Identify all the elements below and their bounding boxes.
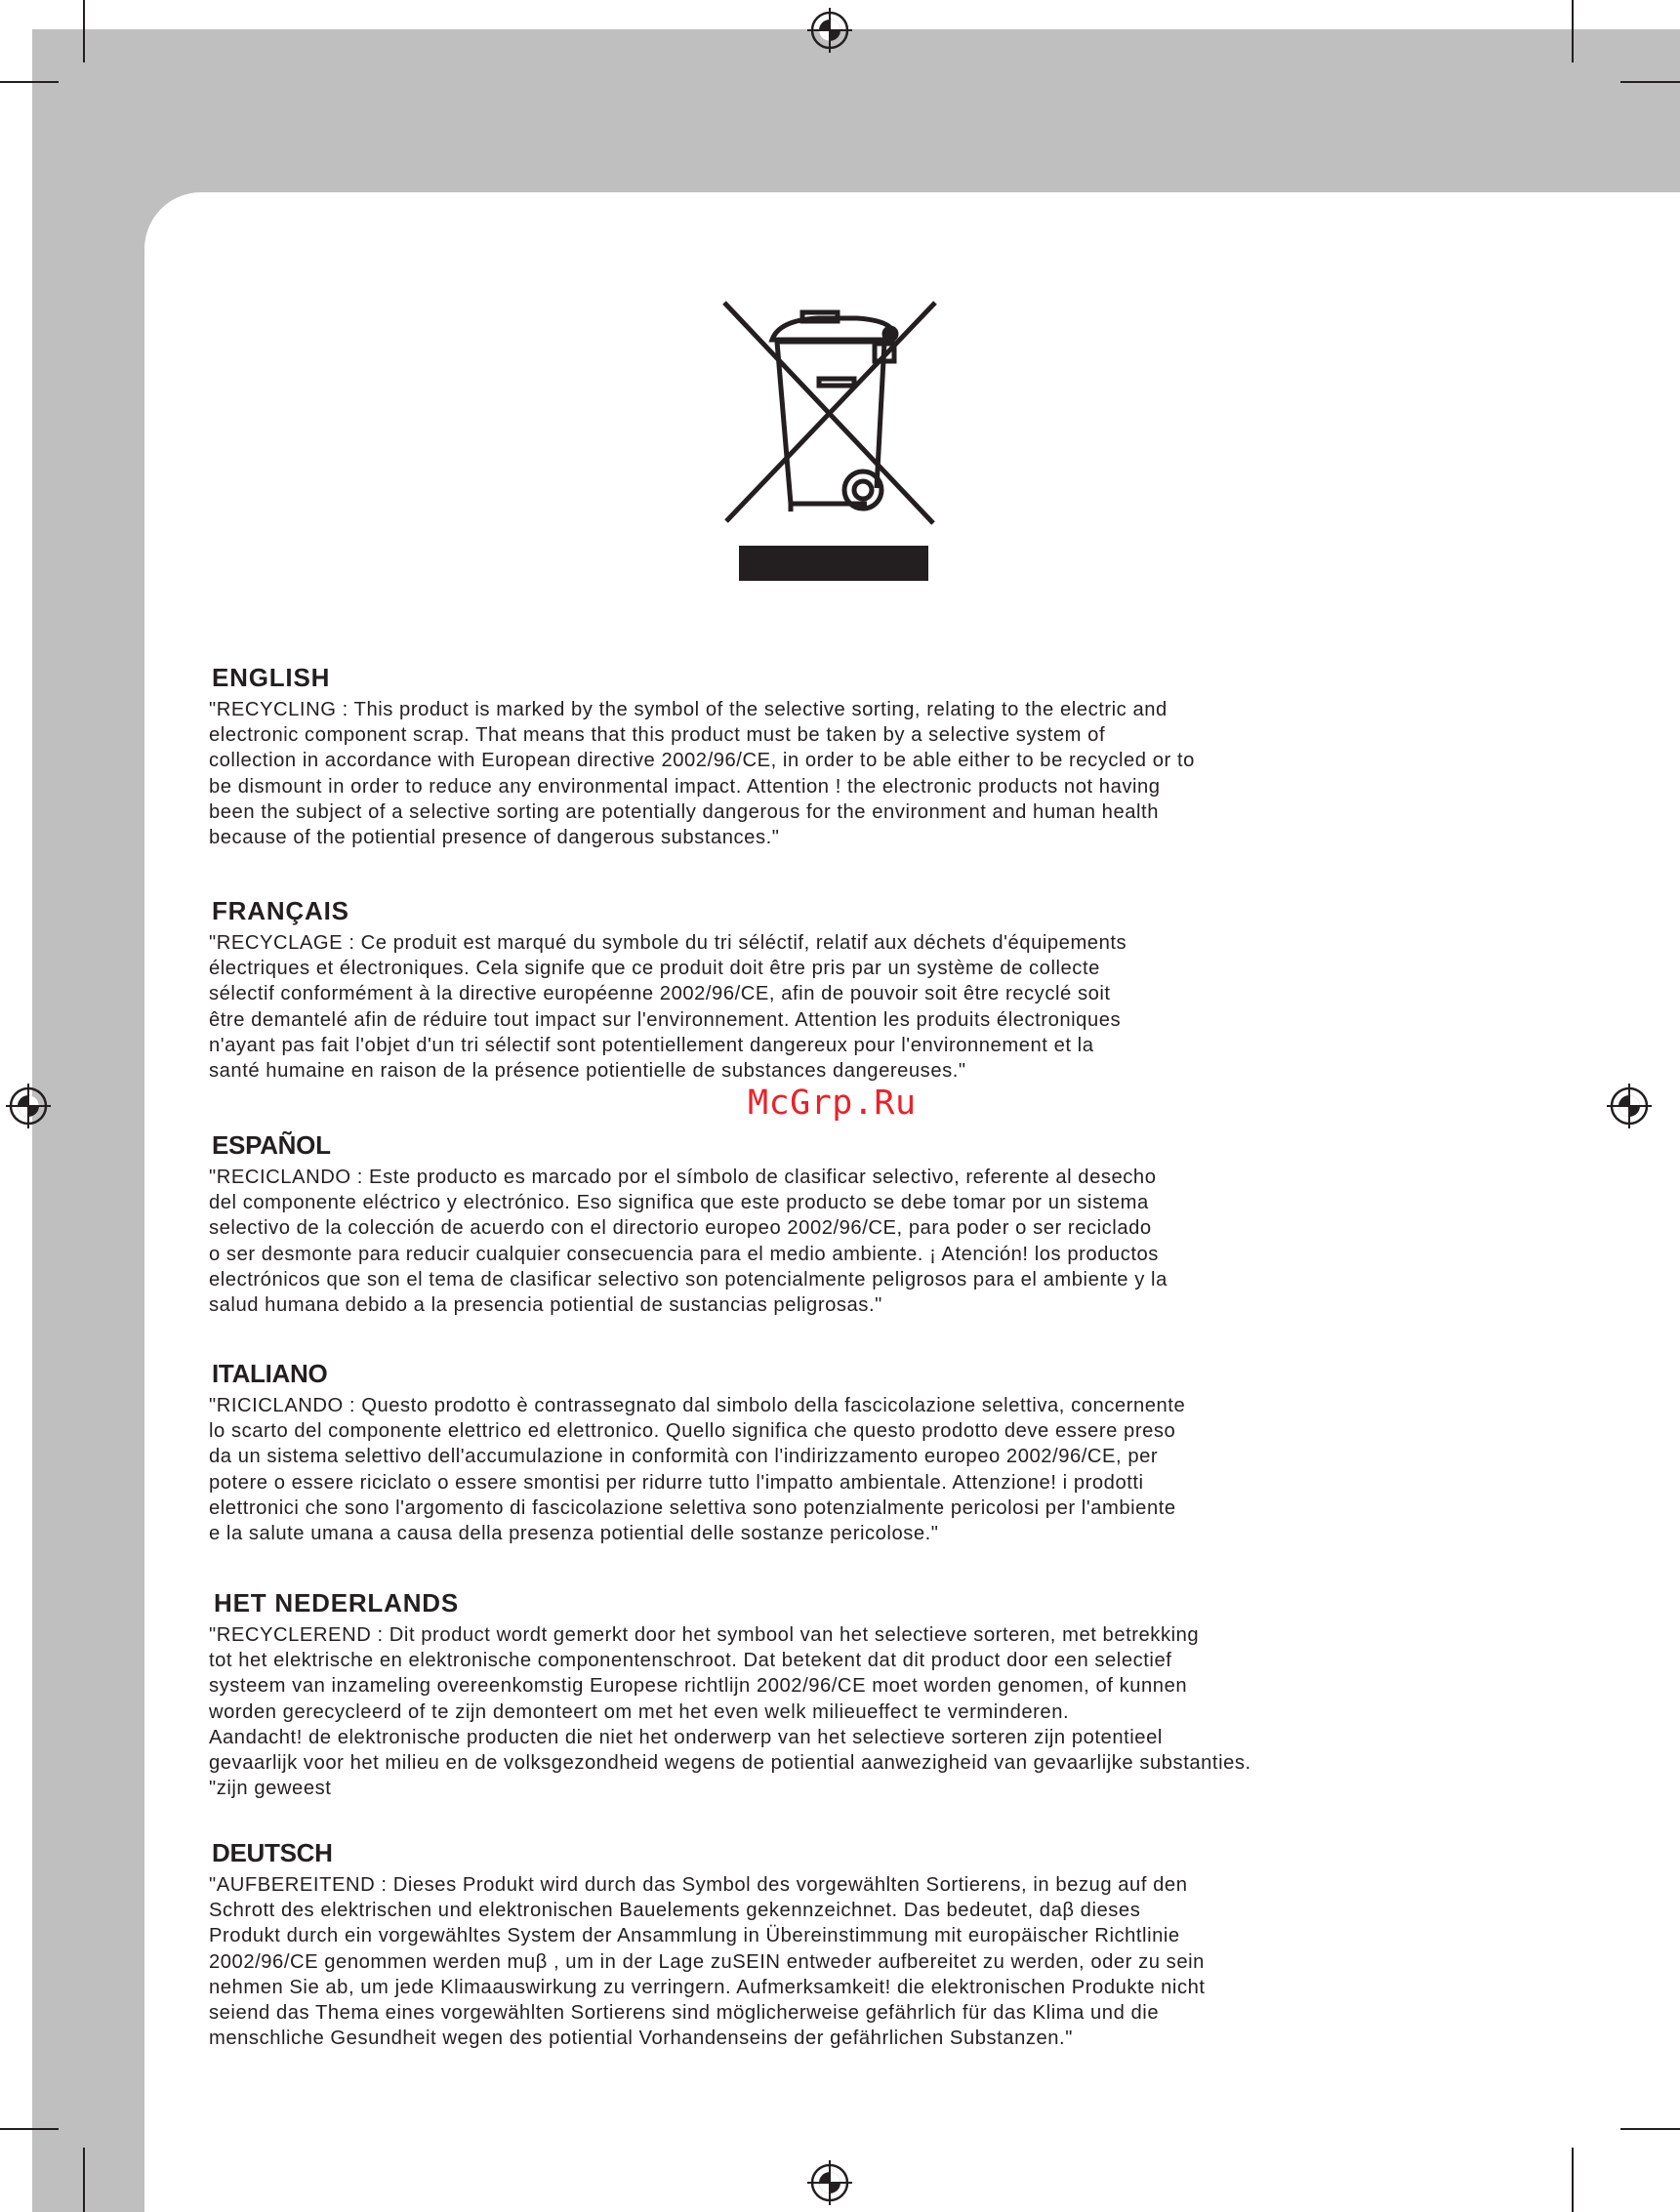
crop-mark (1620, 2128, 1680, 2130)
crop-mark (0, 81, 59, 83)
section-francais (209, 896, 1517, 1084)
watermark-text: McGrp.Ru (748, 1084, 917, 1123)
section-heading: DEUTSCH (212, 1838, 333, 1867)
crop-mark (83, 2148, 85, 2212)
crop-mark (1572, 2148, 1574, 2212)
section-body: "RICICLANDO : Questo prodotto è contrassegnato dal simbolo della fascicolazione selettiva, concernente lo scarto del componente elettrico ed elettronico. Quello significa che questo prodotto deve essere preso da un sistema selettivo dell'accumulazione in conformità con l'indirizzamento europeo 2002/96/CE, per potere o essere riciclato o essere smontisi per ridurre tutto l'impatto ambientale. Attenzione! i prodotti elettronici che sono l'argomento di fascicolazione selettiva sono potenzialmente pericolosi per l'ambiente e la salute umana a causa della presenza potiential delle sostanze pericolose." (209, 1395, 1186, 1545)
section-body: "RECYCLEREND : Dit product wordt gemerkt door het symbool van het selectieve sorteren, met betrekking tot het elektrische en elektronische componentenschroot. Dat betekent dat dit product door een selectief systeem van inzameling overeenkomstig Europese richtlijn 2002/96/CE moet worden genomen, of kunnen worden gerecycleerd of te zijn demonteert om met het even welk milieueffect te verminderen. Aandacht! de elektronische producten die niet het onderwerp van het selectieve sorteren zijn potentieel gevaarlijk voor het milieu en de volksgezondheid wegens de potiential aanwezigheid van gevaarlijke substanties. "zijn geweest (209, 1624, 1251, 1800)
section-deutsch (209, 1838, 1517, 2051)
registration-mark-icon (807, 2160, 852, 2205)
crossed-out-wheelie-bin-icon (720, 295, 941, 582)
section-english (209, 663, 1517, 850)
registration-mark-icon (807, 8, 852, 53)
section-nederlands (209, 1588, 1517, 1801)
section-italiano (209, 1359, 1517, 1546)
section-body: "RECYCLAGE : Ce produit est marqué du symbole du tri séléctif, relatif aux déchets d'équipements électriques et électroniques. Cela signife que ce produit doit être pris par un système de collecte sélectif conformément à la directive européenne 2002/96/CE, afin de pouvoir soit être recyclé soit être demantelé afin de réduire tout impact sur l'environnement. Attention les produits électroniques n'ayant pas fait l'objet d'un tri sélectif sont potentiellement dangereux pour l'environnement et la santé humaine en raison de la présence potientielle de substances dangereuses." (209, 932, 1127, 1083)
section-heading: FRANÇAIS (212, 896, 349, 925)
section-heading: ENGLISH (212, 663, 331, 692)
section-heading: HET NEDERLANDS (214, 1588, 459, 1618)
crop-mark (1572, 0, 1574, 62)
crop-mark (0, 2128, 59, 2130)
section-espanol (209, 1130, 1517, 1318)
section-heading: ESPAÑOL (212, 1130, 331, 1160)
section-body: "RECYCLING : This product is marked by the symbol of the selective sorting, relating to the electric and electronic component scrap. That means that this product must be taken by a selective system of collection in accordance with European directive 2002/96/CE, in order to be able either to be recycled or to be dismount in order to reduce any environmental impact. Attention ! the electronic products not having been the subject of a selective sorting are potentially dangerous for the environment and human health because of the potiential presence of dangerous substances." (209, 699, 1195, 849)
registration-mark-icon (6, 1084, 51, 1128)
crop-mark (83, 0, 85, 62)
registration-mark-icon (1607, 1084, 1652, 1128)
section-body: "RECICLANDO : Este producto es marcado por el símbolo de clasificar selectivo, referente al desecho del componente eléctrico y electrónico. Eso significa que este producto se debe tomar por un sistema selectivo de la colección de acuerdo con el directorio europeo 2002/96/CE, para poder o ser reciclado o ser desmonte para reducir cualquier consecuencia para el medio ambiente. ¡ Atención! los productos electrónicos que son el tema de clasificar selectivo son potencialmente peligrosos para el ambiente y la salud humana debido a la presencia potiential de sustancias peligrosas." (209, 1167, 1168, 1317)
black-bar (739, 546, 928, 581)
section-heading: ITALIANO (212, 1359, 328, 1388)
crop-mark (1620, 81, 1680, 83)
section-body: "AUFBEREITEND : Dieses Produkt wird durch das Symbol des vorgewählten Sortierens, in bezug auf den Schrott des elektrischen und elektronischen Bauelements gekennzeichnet. Das bedeutet, daβ dieses Produkt durch ein vorgewähltes System der Ansammlung in Übereinstimmung mit europäischer Richtlinie 2002/96/CE genommen werden muβ , um in der Lage zuSEIN entweder aufbereitet zu werden, oder zu sein nehmen Sie ab, um jede Klimaauswirkung zu verringern. Aufmerksamkeit! die elektronischen Produkte nicht seiend das Thema eines vorgewählten Sortierens sind möglicherweise gefährlich für das Klima und die menschliche Gesundheit wegen des potiential Vorhandenseins der gefährlichen Substanzen." (209, 1874, 1206, 2050)
